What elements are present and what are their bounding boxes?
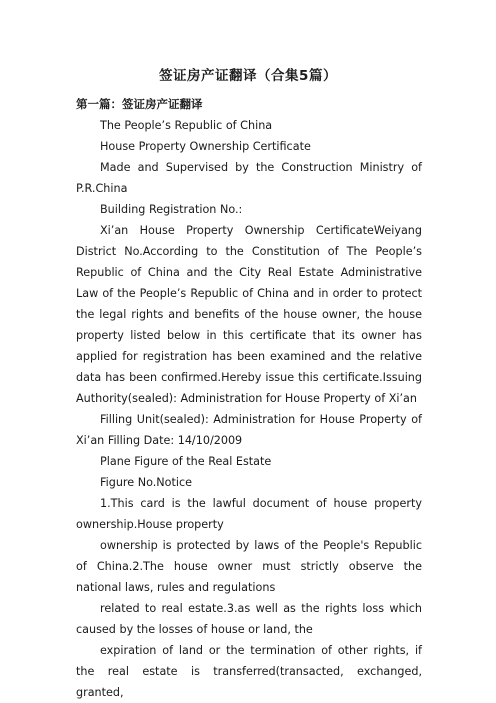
- paragraph: Xi’an House Property Ownership CertificateWeiyang District No.According to the Constitution of The People’s Republic of China and the City Real Estate Administrative Law of the People’s Republic of China and in order to protect the legal rights and benefits of the house owner, the house property listed below in this certificate that its owner has applied for registration has been examined and the relative data has been confirmed.Hereby issue this certificate.Issuing Authority(sealed): Administration for House Property of Xi’an: [76, 224, 422, 405]
- document-title: 签证房产证翻译（合集5篇）: [159, 68, 337, 84]
- document-body: [76, 115, 422, 703]
- paragraph: Made and Supervised by the Construction Ministry of P.R.China: [76, 161, 422, 195]
- paragraph: ownership is protected by laws of the People's Republic of China.2.The house owner must strictly observe the national laws, rules and regulations: [76, 539, 422, 594]
- paragraph: expiration of land or the termination of other rights, if the real estate is transferred(transacted, exchanged, granted,: [76, 644, 422, 699]
- paragraph: Building Registration No.:: [100, 203, 243, 216]
- paragraph: Plane Figure of the Real Estate: [100, 455, 272, 468]
- paragraph: House Property Ownership Certificate: [100, 140, 311, 153]
- paragraph: Filling Unit(sealed): Administration for House Property of Xi’an Filling Date: 14/10/2009: [76, 413, 422, 447]
- paragraph: Figure No.Notice: [100, 476, 193, 489]
- paragraph: related to real estate.3.as well as the rights loss which caused by the losses of house or land, the: [76, 602, 422, 636]
- section-heading: 第一篇：签证房产证翻译: [76, 97, 203, 111]
- paragraph: The People’s Republic of China: [100, 119, 273, 132]
- paragraph: 1.This card is the lawful document of house property ownership.House property: [76, 497, 422, 531]
